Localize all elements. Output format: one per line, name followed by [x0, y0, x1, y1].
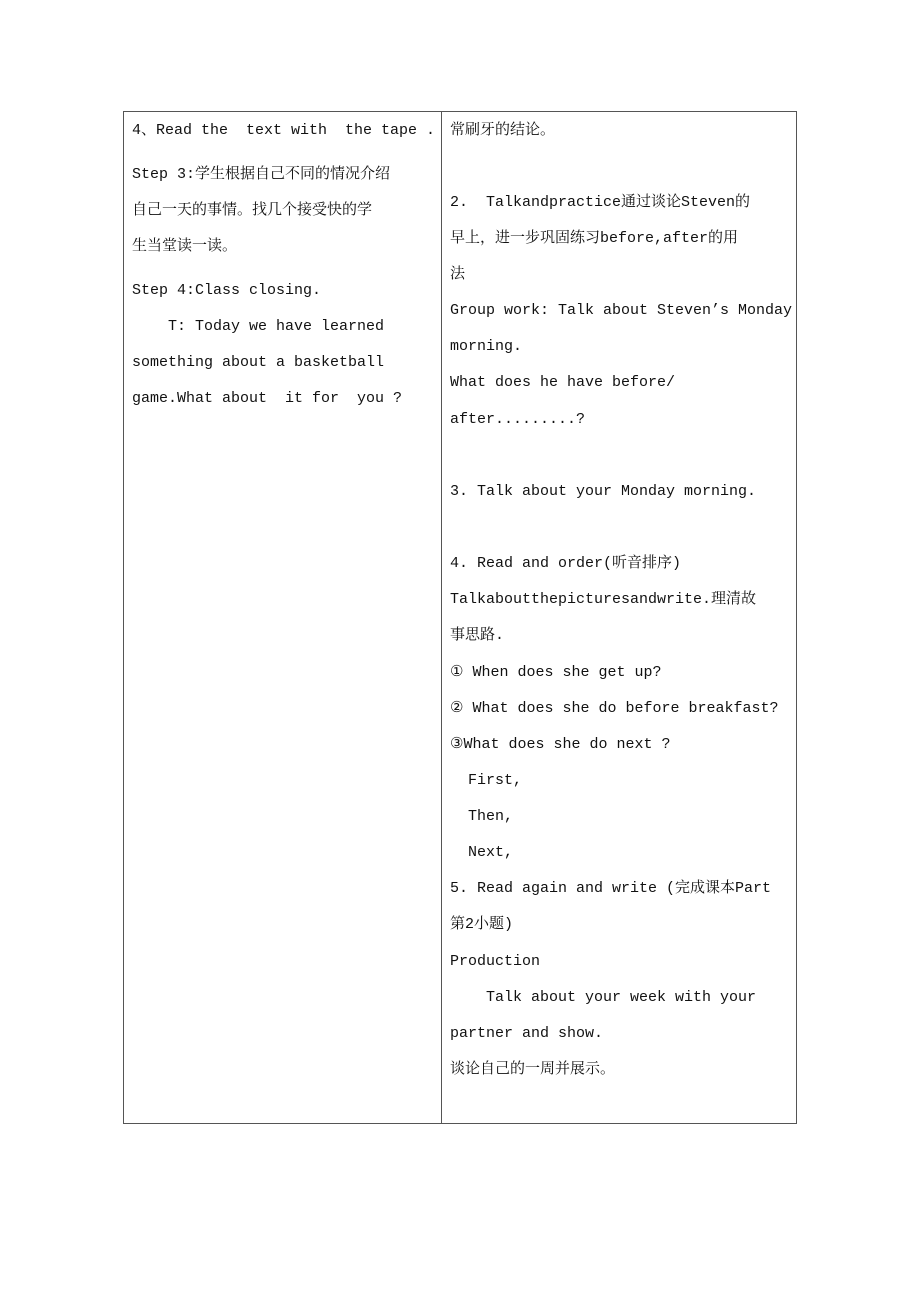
- text-line: First,: [450, 772, 523, 789]
- text-line: Step 4:Class closing.: [132, 282, 322, 299]
- text-line: ① When does she get up?: [450, 664, 662, 681]
- text-line: something about a basketball: [132, 354, 385, 371]
- text-line: 生当堂读一读。: [132, 238, 238, 255]
- text-line: Next,: [450, 844, 514, 861]
- right-cell: [442, 112, 796, 1123]
- text-line: 法: [450, 266, 466, 283]
- text-line: ③What does she do next ?: [450, 736, 671, 753]
- lesson-plan-table: [123, 111, 797, 1124]
- text-line: 2. Talkandpractice通过谈论Steven的: [450, 194, 751, 211]
- text-line: ② What does she do before breakfast?: [450, 700, 779, 717]
- text-line: Talk about your week with your: [450, 989, 757, 1006]
- text-line: What does he have before/: [450, 374, 676, 391]
- left-cell: [124, 112, 442, 1123]
- text-line: game.What about it for you ?: [132, 390, 403, 407]
- text-line: Production: [450, 953, 541, 970]
- text-line: 3. Talk about your Monday morning.: [450, 483, 757, 500]
- text-line: Talkaboutthepicturesandwrite.理清故: [450, 591, 757, 608]
- text-line: partner and show.: [450, 1025, 604, 1042]
- text-line: 早上，进一步巩固练习before,after的用: [450, 230, 739, 247]
- text-line: after.........?: [450, 411, 586, 428]
- text-line: 自己一天的事情。找几个接受快的学: [132, 202, 373, 219]
- text-line: 事思路.: [450, 627, 505, 644]
- text-line: T: Today we have learned: [132, 318, 385, 335]
- text-line: Step 3:学生根据自己不同的情况介绍: [132, 166, 391, 183]
- text-line: 4、Read the text with the tape .: [132, 122, 436, 139]
- text-line: morning.: [450, 338, 523, 355]
- text-line: 5. Read again and write (完成课本Part: [450, 880, 772, 897]
- text-line: Group work: Talk about Steven’s Monday: [450, 302, 793, 319]
- text-line: Then,: [450, 808, 514, 825]
- text-line: 4. Read and order(听音排序): [450, 555, 682, 572]
- text-line: 谈论自己的一周并展示。: [450, 1061, 616, 1078]
- text-line: 第2小题): [450, 916, 514, 933]
- text-line: 常刷牙的结论。: [450, 122, 556, 139]
